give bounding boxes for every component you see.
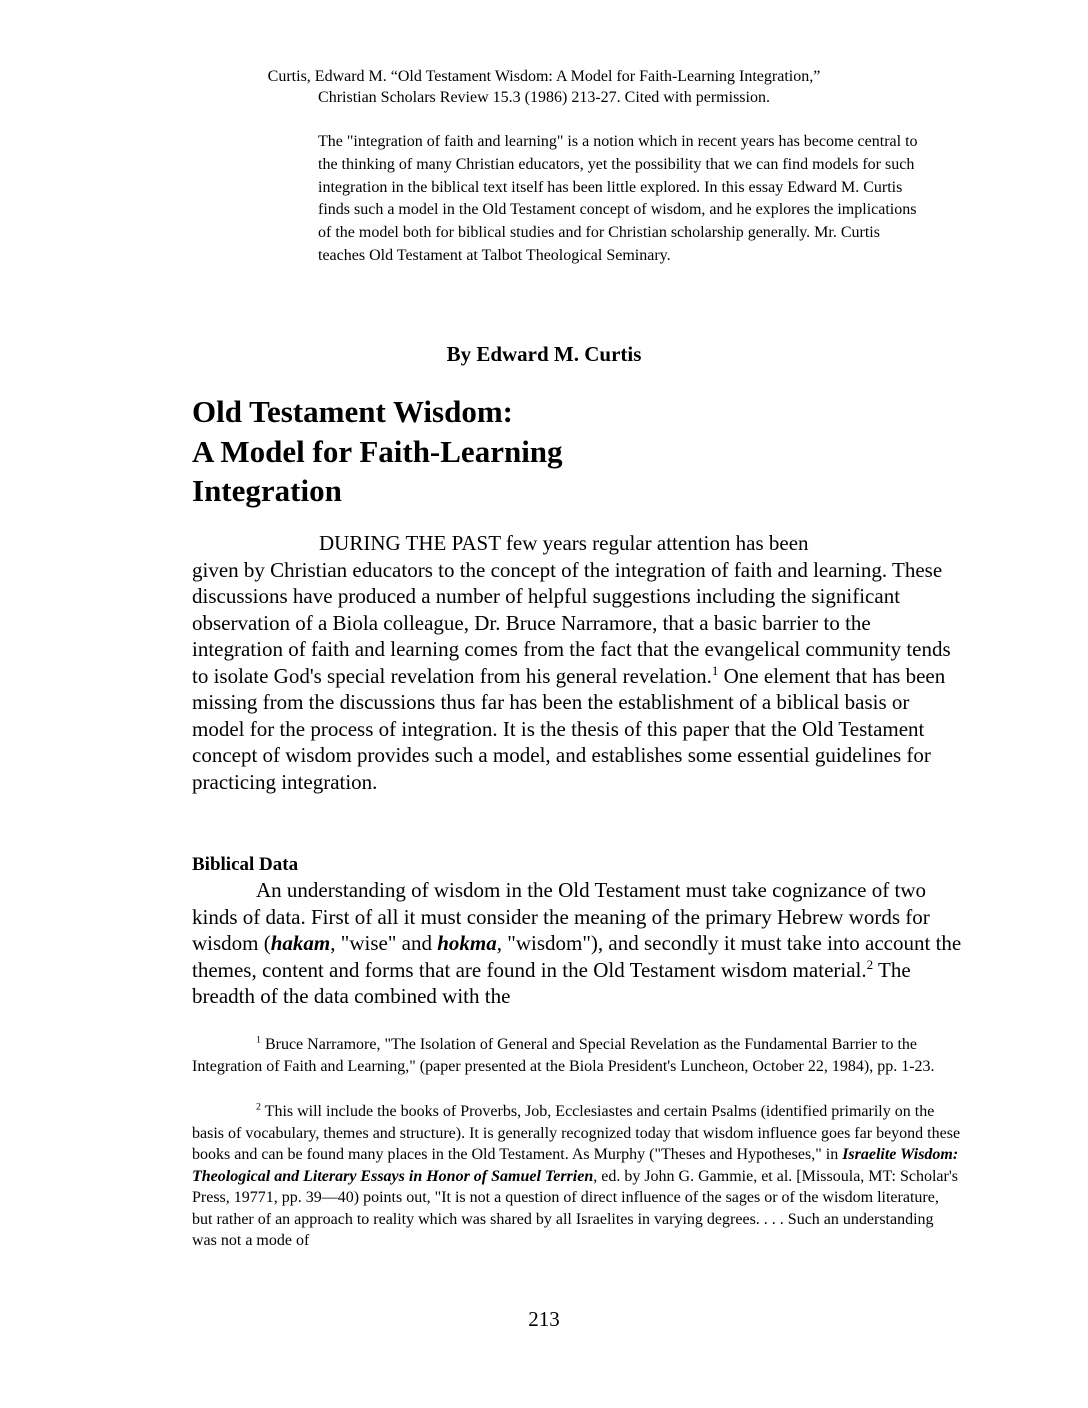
intro-text-continued: One element that has been missing from the discussions thus far has been the establishment of a biblical basis or model for the process of integration. It is the thesis of this paper that the Old Testament concept of wisdom provides such a model, and establishes some essential guidelines for practicing integration. [192, 663, 946, 794]
term-hakam: hakam [270, 931, 331, 955]
footnote-2-text-b: , ed. by John G. Gammie, et al. [Missoula, MT: Scholar's Press, 19771, pp. 39—40) points out, "It is not a question of direct influence of the sages or of the wisdom literature, but rather of an approach to reality which was shared by all Israelites in varying degrees. . . . Such an understanding was not a mode of [192, 1167, 958, 1249]
footnote-ref-1[interactable]: 1 [711, 662, 719, 678]
byline: By Edward M. Curtis [446, 342, 642, 366]
title-line-2: A Model for Faith-Learning [192, 433, 563, 469]
citation-line-2: Christian Scholars Review 15.3 (1986) 213-27. Cited with permission. [318, 89, 770, 106]
section-text-2: , "wise" and [330, 931, 438, 955]
abstract: The "integration of faith and learning" is a notion which in recent years has become central to the thinking of many Christian educators, yet the possibility that we can find models for such integration in the biblical text itself has been little explored. In this essay Edward M. Curtis finds such a model in the Old Testament concept of wisdom, and he explores the implications of the model both for biblical studies and for Christian scholarship generally. Mr. Curtis teaches Old Testament at Talbot Theological Seminary. [318, 133, 918, 264]
section-text-1: An understanding of wisdom in the Old Testament must take cognizance of two kinds of data. First of all it must consider the meaning of the primary Hebrew words for wisdom ( [192, 878, 930, 955]
title-line-3: Integration [192, 473, 342, 508]
article-title [192, 392, 792, 511]
citation-header [0, 66, 1088, 108]
footnote-2-marker: 2 [256, 1101, 261, 1113]
section-paragraph [192, 877, 962, 1010]
intro-opening: DURING THE PAST few years regular attention has been [319, 531, 809, 555]
footnote-ref-2[interactable]: 2 [866, 956, 874, 972]
intro-text: given by Christian educators to the concept of the integration of faith and learning. These discussions have produced a number of helpful suggestions including the significant observation of a Biola colleague, Dr. Bruce Narramore, that a basic barrier to the integration of faith and learning comes from the fact that the evangelical community tends to isolate God's special revelation from his general revelation. [192, 557, 951, 688]
footnote-1-text: Bruce Narramore, "The Isolation of General and Special Revelation as the Fundamental Barrier to the Integration of Faith and Learning," (paper presented at the Biola President's Luncheon, October 22, 1984), pp. 1-23. [192, 1036, 935, 1075]
footnote-2 [192, 1101, 962, 1252]
intro-paragraph [192, 530, 962, 795]
term-hokma: hokma [437, 931, 497, 955]
footnote-2-text-a: This will include the books of Proverbs, Job, Ecclesiastes and certain Psalms (identified primarily on the basis of vocabulary, themes and structure). It is generally recognized today that wisdom influence goes far beyond these books and can be found many places in the Old Testament. As Murphy ("Theses and Hypotheses," in [192, 1103, 961, 1163]
footnote-2-book-title: Israelite Wisdom: Theological and Literary Essays in Honor of Samuel Terrien [192, 1146, 959, 1185]
citation-line-1: Curtis, Edward M. “Old Testament Wisdom: A Model for Faith-Learning Integration,” [267, 68, 821, 85]
footnote-1 [192, 1034, 962, 1077]
section-heading: Biblical Data [192, 854, 299, 875]
section-text-3: , "wisdom"), and secondly it must take into account the themes, content and forms that are found in the Old Testament wisdom material. [192, 931, 962, 982]
section-text-4: The breadth of the data combined with the [192, 957, 911, 1008]
footnote-1-marker: 1 [256, 1034, 261, 1046]
title-line-1: Old Testament Wisdom: [192, 394, 513, 429]
page-number: 213 [528, 1307, 560, 1331]
